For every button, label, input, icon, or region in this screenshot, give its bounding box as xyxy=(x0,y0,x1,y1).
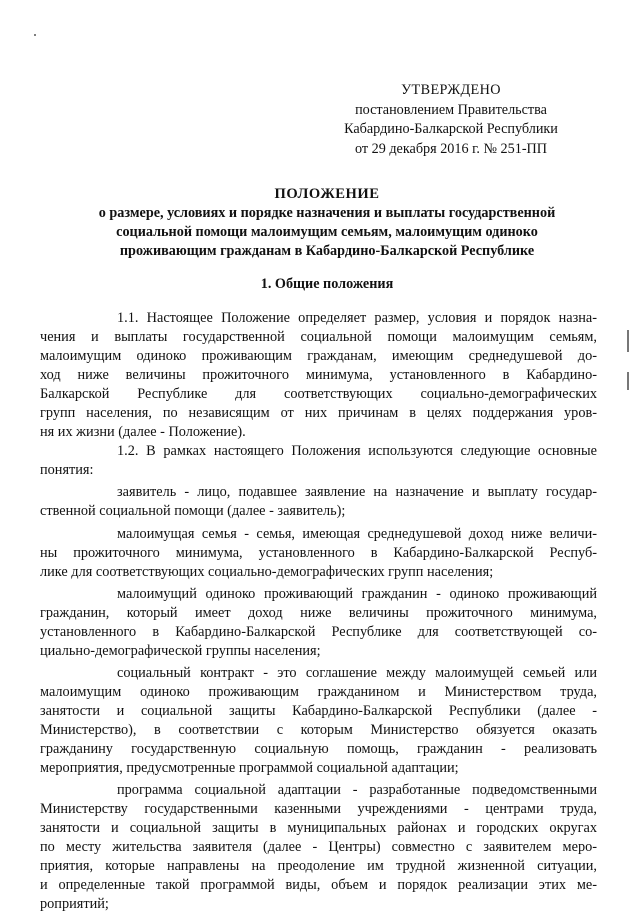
text-line: лике для соответствующих социально-демографических групп населения; xyxy=(40,563,494,580)
approval-stamp-block xyxy=(320,81,582,159)
section-heading: 1. Общие положения xyxy=(260,276,394,292)
text-line: занятости и социальной защиты Кабардино-Балкарской Республики (далее - xyxy=(40,702,597,719)
text-line: малоимущим одиноко проживающим гражданином и Министерством труда, xyxy=(40,683,597,700)
text-line: малоимущий одиноко проживающий гражданин - одиноко проживающий xyxy=(117,585,597,602)
approved-word: УТВЕРЖДЕНО xyxy=(401,82,501,98)
scan-edge-mark xyxy=(627,372,629,390)
approval-line: Кабардино-Балкарской Республики xyxy=(344,121,558,137)
title-subtitle-line: социальной помощи малоимущим семьям, малоимущим одиноко xyxy=(116,224,538,240)
text-line: Министерство), в соответствии с которым Министерство обязуется оказать xyxy=(40,721,597,738)
text-line: по месту жительства заявителя (далее - Центры) совместно с заявителем меро- xyxy=(40,839,597,856)
text-line: роприятий; xyxy=(40,896,109,913)
title-subtitle-line: о размере, условиях и порядке назначения и выплаты государственной xyxy=(98,205,556,221)
text-line: Министерству государственными казенными учреждениями - центрами труда, xyxy=(40,801,597,818)
title-main: ПОЛОЖЕНИЕ xyxy=(274,186,380,202)
text-line: циально-демографической группы населения; xyxy=(40,642,321,659)
text-line: ственной социальной помощи (далее - заявитель); xyxy=(40,503,346,520)
title-subtitle-line: проживающим гражданам в Кабардино-Балкарской Республике xyxy=(119,243,535,259)
text-line: гражданину государственную социальную помощь, гражданин - реализовать xyxy=(40,741,597,758)
text-line: 1.1. Настоящее Положение определяет размер, условия и порядок назна- xyxy=(117,310,597,326)
document-title xyxy=(62,185,592,261)
approval-date-line: от 29 декабря 2016 г. № 251-ПП xyxy=(354,140,548,157)
text-line: Балкарской Республике для соответствующих социально-демографических xyxy=(40,386,597,403)
text-line: установленного в Кабардино-Балкарской Республике для соответствующей со- xyxy=(40,623,597,640)
text-line: 1.2. В рамках настоящего Положения используются следующие основные xyxy=(117,443,597,460)
text-line: ны прожиточного минимума, установленного в Кабардино-Балкарской Респуб- xyxy=(40,544,597,561)
text-line: чения и выплаты государственной социальной помощи малоимущим семьям, xyxy=(40,329,597,346)
text-line: мероприятия, предусмотренные программой социальной адаптации; xyxy=(40,760,459,777)
text-line: заявитель - лицо, подавшее заявление на назначение и выплату государ- xyxy=(117,484,597,501)
text-line: понятия: xyxy=(40,462,94,479)
text-line: программа социальной адаптации - разработанные подведомственными xyxy=(117,782,597,799)
text-line: и определенные такой программой виды, объем и порядок реализации этих ме- xyxy=(40,877,597,894)
text-line: ня их жизни (далее - Положение). xyxy=(40,424,246,441)
text-line: малоимущим одиноко проживающим гражданам, имеющим среднедушевой до- xyxy=(40,348,597,365)
text-line: занятости и социальной защиты в муниципальных районах и городских округах xyxy=(40,820,597,837)
scan-edge-mark xyxy=(627,330,629,352)
text-line: социальный контракт - это соглашение между малоимущей семьей или xyxy=(117,664,597,681)
text-line: ход ниже величины прожиточного минимума, установленного в Кабардино- xyxy=(40,367,597,384)
text-line: групп населения, по независящим от них причинам в целях поддержания уров- xyxy=(40,405,597,422)
text-line: малоимущая семья - семья, имеющая среднедушевой доход ниже величи- xyxy=(117,525,597,542)
text-line: гражданин, который имеет доход ниже величины прожиточного минимума, xyxy=(40,604,597,621)
body-text xyxy=(40,309,597,914)
scan-speck xyxy=(34,34,36,36)
approval-line: постановлением Правительства xyxy=(355,101,547,118)
text-line: приятия, которые направлены на преодоление им трудной жизненной ситуации, xyxy=(40,858,597,875)
